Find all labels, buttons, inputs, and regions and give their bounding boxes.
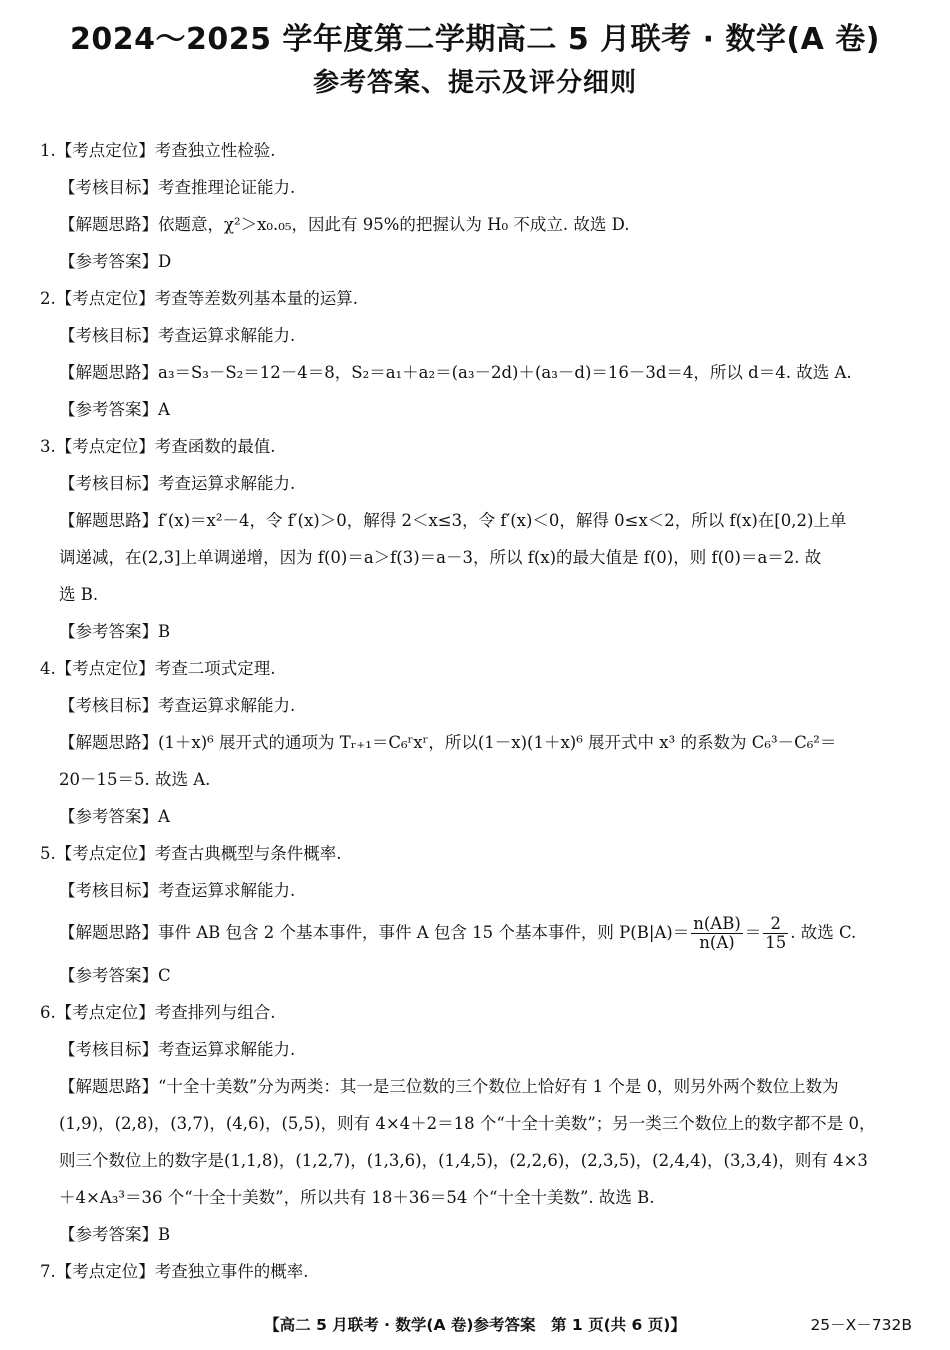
q5-goal: 【考核目标】考查运算求解能力. xyxy=(59,881,296,900)
page-subtitle: 参考答案、提示及评分细则 xyxy=(312,68,637,98)
q6-goal: 【考核目标】考查运算求解能力. xyxy=(59,1040,296,1059)
q1-answer: 【参考答案】D xyxy=(59,252,172,271)
q6-solution-line2: (1,9)，(2,8)，(3,7)，(4,6)，(5,5)，则有 4×4＋2＝18 个“十全十美数”；另一类三个数位上的数字都不是 0， xyxy=(59,1114,876,1133)
q7-topic: 7.【考点定位】考查独立事件的概率. xyxy=(40,1262,309,1281)
q6-solution-line3: 则三个数位上的数字是(1,1,8)，(1,2,7)，(1,3,6)，(1,4,5)，(2,2,6)，(2,3,5)，(2,4,4)，(3,3,4)，则有 4×3 xyxy=(59,1151,868,1170)
q1-goal: 【考核目标】考查推理论证能力. xyxy=(59,178,296,197)
q5-fraction-result xyxy=(763,915,788,952)
q2-solution: 【解题思路】a₃＝S₃－S₂＝12－4＝8，S₂＝a₁＋a₂＝(a₃－2d)＋(a₃－d)＝16－3d＝4，所以 d＝4. 故选 A. xyxy=(59,363,852,382)
q5-answer: 【参考答案】C xyxy=(59,966,171,985)
fraction-denominator: 15 xyxy=(765,933,787,952)
q3-solution-line2: 调递减，在(2,3]上单调递增，因为 f(0)＝a＞f(3)＝a－3，所以 f(x)的最大值是 f(0)，则 f(0)＝a＝2. 故 xyxy=(59,548,822,567)
q5-fraction-conditional xyxy=(691,915,743,952)
footer-page-label: 【高二 5 月联考 · 数学(A 卷)参考答案 第 1 页(共 6 页)】 xyxy=(264,1316,686,1334)
q5-solution-text: 【解题思路】事件 AB 包含 2 个基本事件，事件 A 包含 15 个基本事件，则 P(B|A)＝ xyxy=(59,923,690,942)
q1-topic: 1.【考点定位】考查独立性检验. xyxy=(40,141,276,160)
q5-solution xyxy=(40,909,915,957)
equals-sign: ＝ xyxy=(744,923,762,942)
q2-answer: 【参考答案】A xyxy=(59,400,170,419)
q4-solution-line1: 【解题思路】(1＋x)⁶ 展开式的通项为 Tᵣ₊₁＝C₆ʳxʳ，所以(1－x)(1＋x)⁶ 展开式中 x³ 的系数为 C₆³－C₆²＝ xyxy=(59,733,837,752)
q5-solution-end: . 故选 C. xyxy=(790,923,857,942)
q4-topic: 4.【考点定位】考查二项式定理. xyxy=(40,659,276,678)
q2-goal: 【考核目标】考查运算求解能力. xyxy=(59,326,296,345)
q4-answer: 【参考答案】A xyxy=(59,807,170,826)
fraction-numerator: 2 xyxy=(763,915,788,934)
q5-topic: 5.【考点定位】考查古典概型与条件概率. xyxy=(40,844,342,863)
page-title: 2024～2025 学年度第二学期高二 5 月联考 · 数学(A 卷) xyxy=(69,22,881,57)
q6-topic: 6.【考点定位】考查排列与组合. xyxy=(40,1003,276,1022)
q6-solution-line4: ＋4×A₃³＝36 个“十全十美数”，所以共有 18＋36＝54 个“十全十美数”. 故选 B. xyxy=(59,1188,655,1207)
q3-solution-line3: 选 B. xyxy=(59,585,99,604)
footer-code: 25－X－732B xyxy=(810,1316,912,1334)
q2-topic: 2.【考点定位】考查等差数列基本量的运算. xyxy=(40,289,358,308)
q4-solution-line2: 20－15＝5. 故选 A. xyxy=(59,770,211,789)
q6-answer: 【参考答案】B xyxy=(59,1225,171,1244)
q3-solution-line1: 【解题思路】f′(x)＝x²－4，令 f′(x)＞0，解得 2＜x≤3，令 f′(x)＜0，解得 0≤x＜2，所以 f(x)在[0,2)上单 xyxy=(59,511,847,530)
fraction-denominator: n(A) xyxy=(699,933,735,952)
q4-goal: 【考核目标】考查运算求解能力. xyxy=(59,696,296,715)
q1-solution: 【解题思路】依题意，χ²＞x₀.₀₅，因此有 95%的把握认为 H₀ 不成立. 故选 D. xyxy=(59,215,630,234)
q3-goal: 【考核目标】考查运算求解能力. xyxy=(59,474,296,493)
answer-content xyxy=(40,132,915,1290)
fraction-numerator: n(AB) xyxy=(693,914,741,933)
q6-solution-line1: 【解题思路】“十全十美数”分为两类：其一是三位数的三个数位上恰好有 1 个是 0，则另外两个数位上数为 xyxy=(59,1077,839,1096)
q3-topic: 3.【考点定位】考查函数的最值. xyxy=(40,437,276,456)
q3-answer: 【参考答案】B xyxy=(59,622,171,641)
